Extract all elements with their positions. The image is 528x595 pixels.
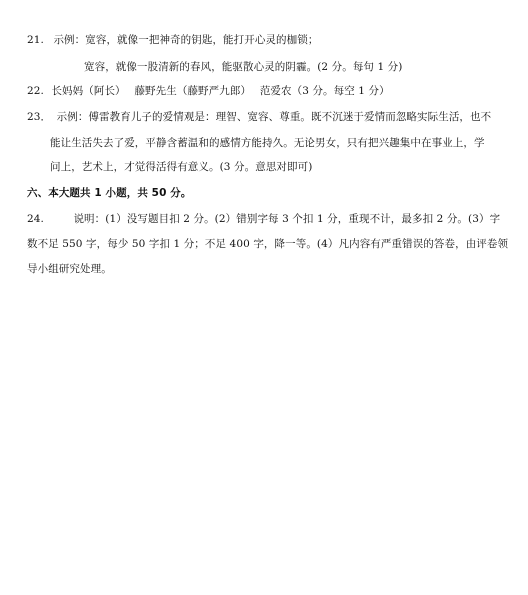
q24-number: 24. [27, 213, 44, 225]
q22-number: 22. [27, 85, 44, 97]
section-6-heading: 六、本大题共 1 小题，共 50 分。 [27, 187, 192, 199]
q24-text-2: 数不足 550 字，每少 50 字扣 1 分；不足 400 字，降一等。(4）凡内容有严重错误的答卷，由评卷领 [27, 238, 509, 250]
q21-text-1: 示例：宽容，就像一把神奇的钥匙，能打开心灵的枷锁； [53, 34, 319, 46]
q23-text-3: 问上，艺术上，才觉得活得有意义。(3 分。意思对即可) [50, 161, 313, 173]
q23-line-1 [27, 110, 491, 124]
q24-line-3 [27, 262, 112, 276]
q22-text: 长妈妈（阿长） 藤野先生（藤野严九郎） 范爱农（3 分。每空 1 分） [51, 85, 390, 97]
q23-line-3 [50, 160, 312, 174]
q21-number: 21. [27, 34, 44, 46]
q23-text-1: 示例：傅雷教育儿子的爱情观是：理智、宽容、尊重。既不沉迷于爱情而忽略实际生活，也不 [56, 111, 492, 123]
q24-text-3: 导小组研究处理。 [27, 263, 112, 275]
q23-number: 23． [27, 111, 52, 123]
q21-line-2 [84, 60, 402, 74]
q24-line-1 [27, 212, 500, 226]
q21-text-2: 宽容，就像一股清新的春风，能驱散心灵的阴霾。(2 分。每句 1 分) [84, 61, 403, 73]
q24-line-2 [27, 237, 508, 251]
q21-line-1 [27, 33, 318, 47]
q23-text-2: 能让生活失去了爱，平静含蓄温和的感情方能持久。无论男女，只有把兴趣集中在事业上，学 [50, 137, 485, 149]
q24-text-1: 说明：(1）没写题目扣 2 分。(2）错别字每 3 个扣 1 分，重现不计，最多扣 2 分。(3）字 [73, 213, 501, 225]
q22-line [27, 84, 390, 98]
q23-line-2 [50, 136, 485, 150]
